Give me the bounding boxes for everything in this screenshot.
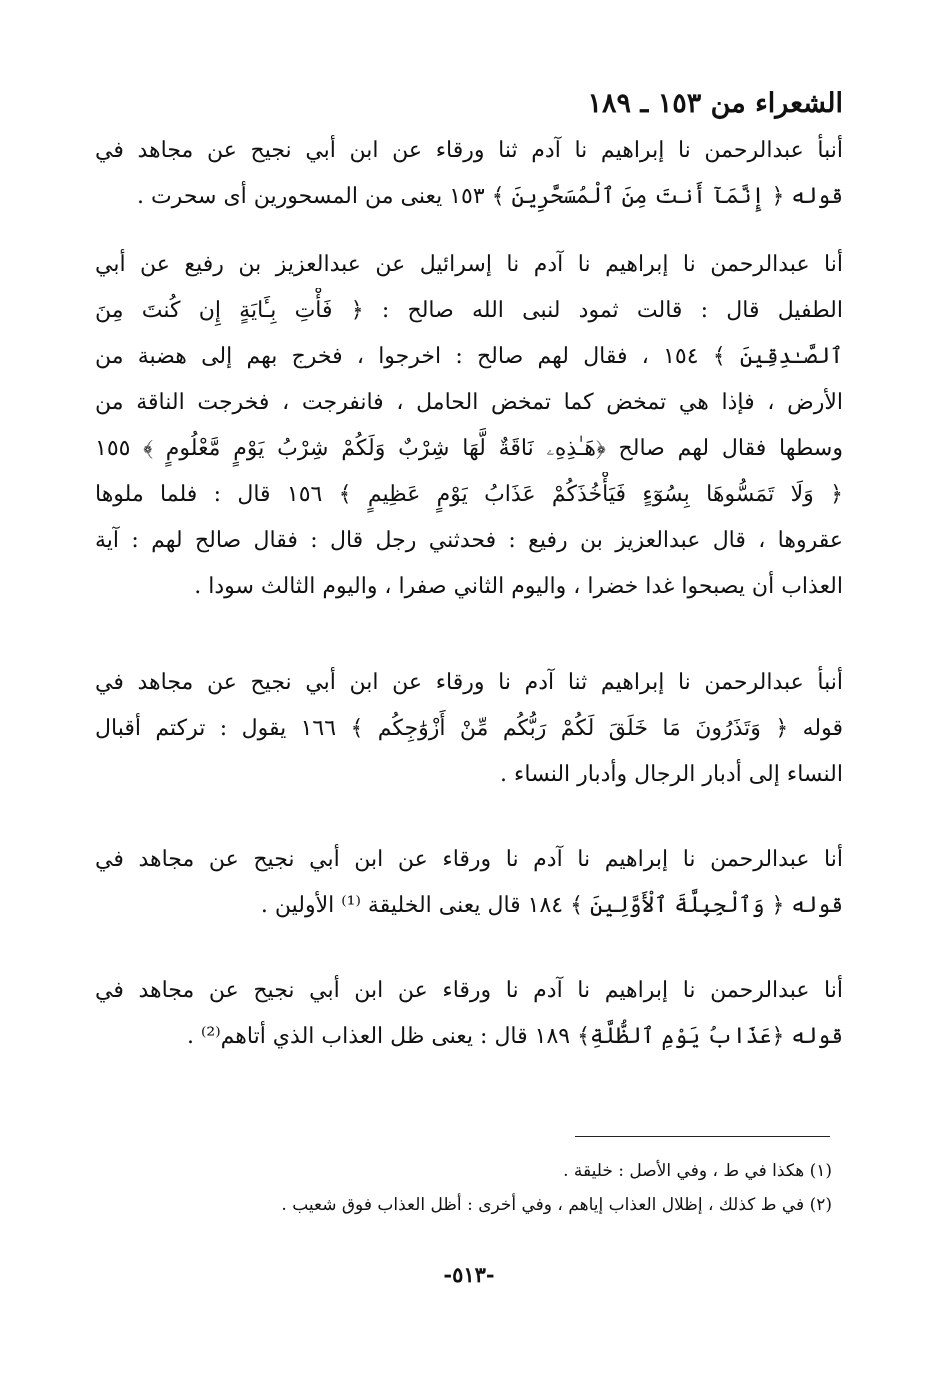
- text-line: قوله ﴿ إِنَّمَآ أَنتَ مِنَ ٱلْمُسَحَّرِينَ ﴾ ١٥٣ يعنى من المسحورين أى سحرت .: [136, 184, 843, 209]
- text-line: قوله ﴿ وَٱلْجِبِلَّةَ ٱلْأَوَّلِينَ ﴾ ١٨٤ قال يعنى الخليقة ⁽¹⁾ الأولين .: [260, 893, 843, 918]
- page-number: -٥١٣-: [443, 1262, 495, 1287]
- paragraph-4: [95, 837, 843, 929]
- paragraph-2: [95, 242, 843, 610]
- text-line: أنا عبدالرحمن نا إبراهيم نا آدم نا ورقاء عن ابن أبي نجيح عن مجاهد في: [95, 847, 843, 872]
- running-header: الشعراء من ١٥٣ ـ ١٨٩: [587, 88, 843, 119]
- footnote-2: (٢) في ط كذلك ، إظلال العذاب إياهم ، وفي أخرى : أظل العذاب فوق شعيب .: [281, 1195, 832, 1215]
- text-line: الطفيل قال : قالت ثمود لنبى الله صالح : ﴿ فَأْتِ بِـَٔايَةٍ إِن كُنتَ مِنَ: [95, 298, 843, 323]
- text-line: النساء إلى أدبار الرجال وأدبار النساء .: [500, 762, 843, 787]
- text-line: أنبأ عبدالرحمن نا إبراهيم نا آدم ثنا ورقاء عن ابن أبي نجيح عن مجاهد في: [95, 138, 843, 163]
- footnote-1: (١) هكذا في ط ، وفي الأصل : خليقة .: [563, 1161, 832, 1181]
- text-line: أنا عبدالرحمن نا إبراهيم نا آدم نا ورقاء عن ابن أبي نجيح عن مجاهد في: [95, 978, 843, 1003]
- text-line: أنا عبدالرحمن نا إبراهيم نا آدم نا إسرائيل عن عبدالعزيز بن رفيع عن أبي: [95, 252, 843, 277]
- text-line: عقروها ، قال عبدالعزيز بن رفيع : فحدثني رجل قال : فقال صالح لهم : آية: [95, 528, 843, 553]
- text-line: العذاب أن يصبحوا غدا خضرا ، واليوم الثاني صفرا ، واليوم الثالث سودا .: [194, 574, 843, 599]
- footnotes: [92, 1154, 832, 1222]
- text-line: ﴿ وَلَا تَمَسُّوهَا بِسُوٓءٍ فَيَأْخُذَكُمْ عَذَابُ يَوْمٍ عَظِيمٍ ﴾ ١٥٦ قال : فلما ملوها: [95, 482, 843, 507]
- paragraph-1: [95, 128, 843, 220]
- paragraph-5: [95, 968, 843, 1060]
- footnote-divider: [575, 1136, 830, 1137]
- text-line: الأرض ، فإذا هي تمخض كما تمخض الحامل ، فانفرجت ، فخرجت الناقة من: [95, 390, 843, 415]
- text-line: قوله ﴿ وَتَذَرُونَ مَا خَلَقَ لَكُمْ رَبُّكُم مِّنْ أَزْوَٰجِكُم ﴾ ١٦٦ يقول : تركتم أقبال: [95, 716, 843, 741]
- text-line: ٱلصَّـٰدِقِينَ ﴾ ١٥٤ ، فقال لهم صالح : اخرجوا ، فخرج بهم إلى هضبة من: [95, 344, 843, 369]
- text-line: أنبأ عبدالرحمن نا إبراهيم ثنا آدم نا ورقاء عن ابن أبي نجيح عن مجاهد في: [95, 670, 843, 695]
- paragraph-3: [95, 660, 843, 798]
- text-line: وسطها فقال لهم صالح ﴿هَـٰذِهِۦ نَاقَةٌ لَّهَا شِرْبٌ وَلَكُمْ شِرْبُ يَوْمٍ مَّعْلُومٍ ﴾ ١٥٥: [95, 436, 843, 461]
- text-line: قوله ﴿عَذَابُ يَوْمِ ٱلظُّلَّةِ﴾ ١٨٩ قال : يعنى ظل العذاب الذي أتاهم⁽²⁾ .: [187, 1024, 843, 1049]
